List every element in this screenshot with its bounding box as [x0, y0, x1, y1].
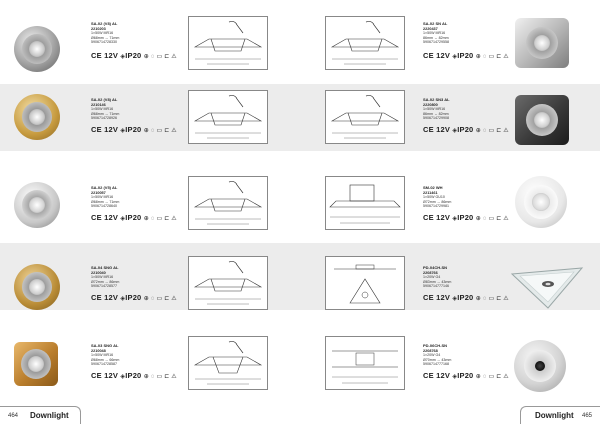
product-info-6	[423, 186, 515, 209]
certification-badges	[423, 125, 509, 134]
product-dimensions: 86mm ↔ 82mm	[423, 111, 449, 116]
technical-drawing-7	[188, 256, 268, 310]
product-dimensions: Ø68mm ↔ 71mm	[91, 199, 120, 204]
ce-mark: CE	[91, 213, 102, 222]
ip-rating: IP20	[457, 371, 474, 380]
product-power: 1×50W MR16	[91, 275, 114, 280]
symbol-icons: ⊕ ◌ ▭ ⊏ ⚠	[475, 54, 509, 60]
certification-badges	[423, 371, 509, 380]
page-number-right: 465	[582, 413, 593, 419]
ce-mark: CE	[91, 51, 102, 60]
product-model: SA-02 SN AL	[423, 21, 448, 26]
product-power: 1×50W MR16	[91, 195, 114, 200]
voltage-label: 12V	[104, 293, 119, 302]
product-info-5	[91, 186, 183, 209]
product-code: 2210203	[91, 26, 106, 31]
ce-mark: CE	[91, 125, 102, 134]
product-power: 1×50W MR16	[91, 353, 114, 358]
product-code: 2210057	[91, 190, 106, 195]
class-icon: ◈	[452, 374, 458, 380]
product-ean: 5906714729558	[423, 40, 449, 45]
certification-badges	[91, 293, 177, 302]
class-icon: ◈	[120, 374, 126, 380]
ce-mark: CE	[423, 371, 434, 380]
product-image-silver-downlight	[14, 26, 60, 72]
section-title-left: Downlight	[30, 411, 69, 420]
certification-badges	[91, 51, 177, 60]
technical-drawing-9	[188, 336, 268, 390]
technical-drawing-8	[325, 256, 405, 310]
product-model: SM-02 WH	[423, 185, 443, 190]
product-code: 2208768	[423, 348, 438, 353]
class-icon: ◈	[120, 296, 126, 302]
technical-drawing-10	[325, 336, 405, 390]
product-power: 1×50W MR16	[91, 107, 114, 112]
product-dimensions: Ø83mm ↔ 43mm	[423, 279, 452, 284]
certification-badges	[91, 371, 177, 380]
page-footer	[0, 406, 600, 424]
ip-rating: IP20	[125, 125, 142, 134]
technical-drawing-4	[325, 90, 405, 144]
voltage-label: 12V	[104, 371, 119, 380]
product-power: 1×50W MR16	[423, 31, 446, 36]
voltage-label: 12V	[104, 51, 119, 60]
product-code: 2210048	[91, 348, 106, 353]
product-info-3	[91, 98, 183, 121]
product-ean: 5906714728640	[91, 204, 117, 209]
certification-badges	[91, 125, 177, 134]
product-info-4	[423, 98, 515, 121]
product-dimensions: Ø70mm ↔ 43mm	[423, 357, 452, 362]
class-icon: ◈	[452, 54, 458, 60]
product-dimensions: Ø68mm ↔ 66mm	[91, 357, 120, 362]
product-ean: 5906714729908	[423, 116, 449, 121]
ip-rating: IP20	[457, 213, 474, 222]
product-model: SA-04 SNG AL	[91, 265, 119, 270]
ce-mark: CE	[91, 371, 102, 380]
product-ean: 5906714728587	[91, 362, 117, 367]
voltage-label: 12V	[436, 51, 451, 60]
product-image-square-black-downlight	[515, 95, 569, 145]
product-code: 2220437	[423, 26, 438, 31]
ce-mark: CE	[423, 51, 434, 60]
product-image-gold-downlight	[14, 94, 60, 140]
ce-mark: CE	[423, 125, 434, 134]
product-code: 2220800	[423, 102, 438, 107]
voltage-label: 12V	[104, 125, 119, 134]
voltage-label: 12V	[436, 371, 451, 380]
product-model: SA-02 SN3 AL	[423, 97, 450, 102]
ip-rating: IP20	[457, 125, 474, 134]
product-image-square-gold-downlight	[14, 342, 58, 386]
certification-badges	[423, 293, 509, 302]
ce-mark: CE	[423, 293, 434, 302]
product-ean: 5906714777168	[423, 362, 449, 367]
ip-rating: IP20	[125, 51, 142, 60]
ce-mark: CE	[91, 293, 102, 302]
product-info-8	[423, 266, 515, 289]
product-code: 2210146	[91, 102, 106, 107]
product-ean: 5906714728577	[91, 284, 117, 289]
technical-drawing-6	[325, 176, 405, 230]
product-model: PD-06CH-SN	[423, 343, 448, 348]
technical-drawing-5	[188, 176, 268, 230]
product-model: SA-02 (V5) AL	[91, 185, 118, 190]
product-image-chrome-downlight	[14, 182, 60, 228]
product-power: 1×50W MR16	[91, 31, 114, 36]
ip-rating: IP20	[125, 213, 142, 222]
product-image-triangle-glass-downlight	[508, 262, 586, 312]
class-icon: ◈	[120, 54, 126, 60]
ip-rating: IP20	[125, 371, 142, 380]
voltage-label: 12V	[104, 213, 119, 222]
product-info-2	[423, 22, 515, 45]
product-image-disc-downlight	[514, 340, 566, 392]
section-title-right: Downlight	[535, 411, 574, 420]
voltage-label: 12V	[436, 293, 451, 302]
product-info-1	[91, 22, 183, 45]
symbol-icons: ⊕ ◌ ▭ ⊏ ⚠	[143, 54, 177, 60]
product-ean: 5906714728330	[91, 40, 117, 45]
product-info-10	[423, 344, 515, 367]
certification-badges	[91, 213, 177, 222]
product-ean: 5906714728926	[91, 116, 117, 121]
class-icon: ◈	[452, 216, 458, 222]
symbol-icons: ⊕ ◌ ▭ ⊏ ⚠	[475, 374, 509, 380]
product-info-9	[91, 344, 183, 367]
product-dimensions: Ø68mm ↔ 71mm	[91, 35, 120, 40]
symbol-icons: ⊕ ◌ ▭ ⊏ ⚠	[475, 128, 509, 134]
technical-drawing-1	[188, 16, 268, 70]
voltage-label: 12V	[436, 213, 451, 222]
class-icon: ◈	[452, 128, 458, 134]
ip-rating: IP20	[457, 293, 474, 302]
class-icon: ◈	[452, 296, 458, 302]
product-model: SA-02 (V8) AL	[91, 97, 118, 102]
product-dimensions: Ø72mm ↔ 86mm	[423, 199, 452, 204]
product-code: 2208766	[423, 270, 438, 275]
symbol-icons: ⊕ ◌ ▭ ⊏ ⚠	[475, 296, 509, 302]
product-power: 1×50W GU10	[423, 195, 445, 200]
product-model: SA-02 (V8) AL	[91, 21, 118, 26]
technical-drawing-2	[325, 16, 405, 70]
symbol-icons: ⊕ ◌ ▭ ⊏ ⚠	[475, 216, 509, 222]
certification-badges	[423, 51, 509, 60]
product-code: 2211461	[423, 190, 438, 195]
symbol-icons: ⊕ ◌ ▭ ⊏ ⚠	[143, 296, 177, 302]
product-power: 1×50W MR16	[423, 107, 446, 112]
certification-badges	[423, 213, 509, 222]
product-ean: 5906714729981	[423, 204, 449, 209]
product-power: 1×20W G4	[423, 353, 441, 358]
voltage-label: 12V	[436, 125, 451, 134]
product-code: 2210040	[91, 270, 106, 275]
symbol-icons: ⊕ ◌ ▭ ⊏ ⚠	[143, 128, 177, 134]
technical-drawing-3	[188, 90, 268, 144]
class-icon: ◈	[120, 128, 126, 134]
product-info-7	[91, 266, 183, 289]
product-image-white-downlight	[515, 176, 567, 228]
class-icon: ◈	[120, 216, 126, 222]
ip-rating: IP20	[457, 51, 474, 60]
product-model: PD-04CH-SN	[423, 265, 448, 270]
product-dimensions: Ø68mm ↔ 71mm	[91, 111, 120, 116]
product-ean: 5906714777146	[423, 284, 449, 289]
symbol-icons: ⊕ ◌ ▭ ⊏ ⚠	[143, 216, 177, 222]
ip-rating: IP20	[125, 293, 142, 302]
product-model: SA-03 SNG AL	[91, 343, 119, 348]
page-number-left: 464	[8, 413, 19, 419]
product-power: 1×20W G4	[423, 275, 441, 280]
symbol-icons: ⊕ ◌ ▭ ⊏ ⚠	[143, 374, 177, 380]
product-dimensions: 86mm ↔ 82mm	[423, 35, 449, 40]
product-dimensions: Ø72mm ↔ 86mm	[91, 279, 120, 284]
ce-mark: CE	[423, 213, 434, 222]
product-image-square-silver-downlight	[515, 18, 569, 68]
product-image-gold-ring-downlight	[14, 264, 60, 310]
